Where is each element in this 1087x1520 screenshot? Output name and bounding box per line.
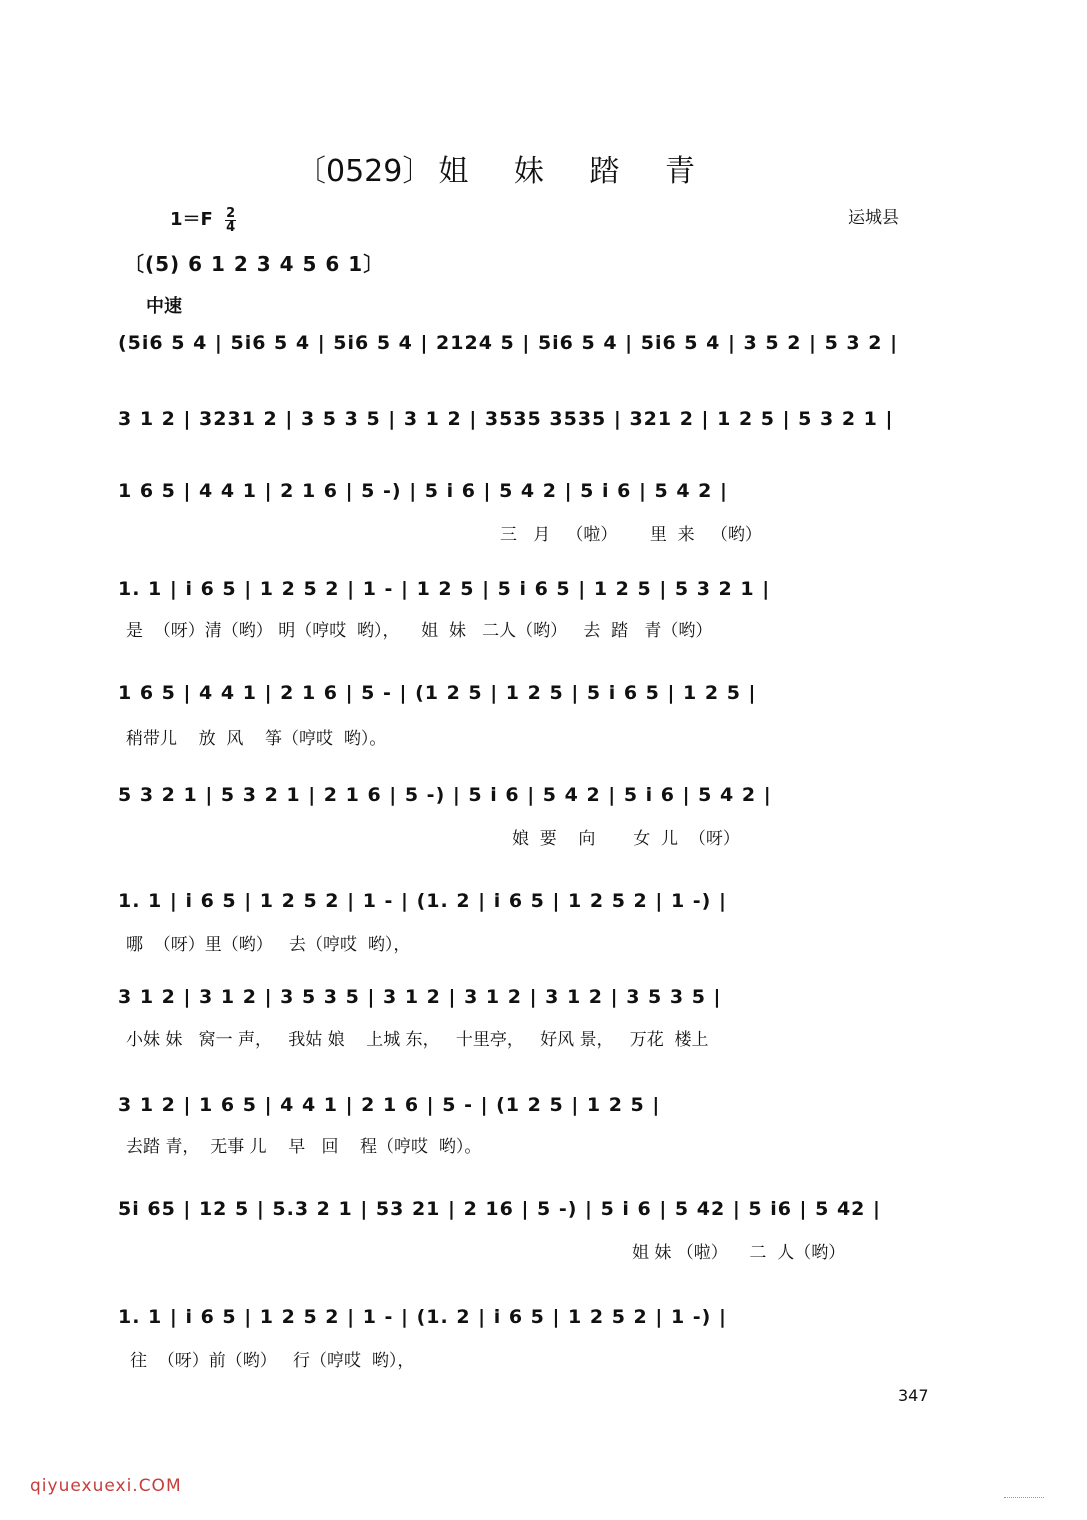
lyric-line-6: 娘 要 向 女 儿 （呀） (512, 829, 740, 849)
song-number: 〔0529〕 (296, 154, 433, 189)
song-title (296, 146, 713, 190)
notation-line-10: 5i 65 | 12 5 | 5.3 2 1 | 53 21 | 2 16 | 5 -) | 5 i 6 | 5 42 | 5 i6 | 5 42 | (118, 1198, 881, 1220)
notation-line-5: 1 6 5 | 4 4 1 | 2 1 6 | 5 - | (1 2 5 | 1 2 5 | 5 i 6 5 | 1 2 5 | (118, 682, 757, 704)
lyric-line-4: 是 （呀）清（哟） 明（哼哎 哟）， 姐 妹 二人（哟） 去 踏 青（哟） (126, 621, 713, 641)
song-name: 姐 妹 踏 青 (438, 154, 713, 189)
scale-line: 〔(5) 6 1 2 3 4 5 6 1〕 (124, 252, 385, 276)
lyric-line-3: 三 月 （啦） 里 来 （哟） (500, 525, 762, 545)
notation-line-6: 5 3 2 1 | 5 3 2 1 | 2 1 6 | 5 -) | 5 i 6 | 5 4 2 | 5 i 6 | 5 4 2 | (118, 784, 772, 806)
lyric-line-8: 小妹 妹 窝一 声， 我姑 娘 上城 东， 十里亭， 好风 景， 万花 楼上 (126, 1030, 709, 1050)
page-number: 347 (898, 1386, 929, 1405)
time-signature-bottom: 4 (226, 219, 236, 235)
key-signature (170, 205, 236, 234)
origin-county: 运城县 (848, 208, 899, 228)
notation-line-8: 3 1 2 | 3 1 2 | 3 5 3 5 | 3 1 2 | 3 1 2 | 3 1 2 | 3 5 3 5 | (118, 986, 722, 1008)
time-signature (225, 207, 236, 234)
notation-line-7: 1. 1 | i 6 5 | 1 2 5 2 | 1 - | (1. 2 | i 6 5 | 1 2 5 2 | 1 -) | (118, 890, 727, 912)
notation-line-4: 1. 1 | i 6 5 | 1 2 5 2 | 1 - | 1 2 5 | 5 i 6 5 | 1 2 5 | 5 3 2 1 | (118, 578, 771, 600)
notation-line-3: 1 6 5 | 4 4 1 | 2 1 6 | 5 -) | 5 i 6 | 5 4 2 | 5 i 6 | 5 4 2 | (118, 480, 728, 502)
lyric-line-11: 往 （呀）前（哟） 行（哼哎 哟）， (130, 1351, 415, 1371)
notation-line-1: (5i6 5 4 | 5i6 5 4 | 5i6 5 4 | 2124 5 | 5i6 5 4 | 5i6 5 4 | 3 5 2 | 5 3 2 | (118, 332, 899, 354)
lyric-line-9: 去踏 青， 无事 儿 早 回 程（哼哎 哟）。 (126, 1137, 482, 1157)
notation-line-11: 1. 1 | i 6 5 | 1 2 5 2 | 1 - | (1. 2 | i 6 5 | 1 2 5 2 | 1 -) | (118, 1306, 727, 1328)
lyric-line-7: 哪 （呀）里（哟） 去（哼哎 哟）， (126, 935, 411, 955)
time-signature-top: 2 (226, 205, 236, 221)
lyric-line-10: 姐 妹 （啦） 二 人（哟） (632, 1243, 846, 1263)
notation-line-9: 3 1 2 | 1 6 5 | 4 4 1 | 2 1 6 | 5 - | (1 2 5 | 1 2 5 | (118, 1094, 661, 1116)
key-label: 1＝F (170, 209, 213, 230)
site-watermark: qiyuexuexi.COM (30, 1476, 182, 1496)
tempo-marking: 中速 (146, 296, 182, 317)
lyric-line-5: 稍带儿 放 风 筝（哼哎 哟）。 (126, 729, 387, 749)
corner-mark (1004, 1497, 1044, 1498)
notation-line-2: 3 1 2 | 3231 2 | 3 5 3 5 | 3 1 2 | 3535 3535 | 321 2 | 1 2 5 | 5 3 2 1 | (118, 408, 894, 430)
